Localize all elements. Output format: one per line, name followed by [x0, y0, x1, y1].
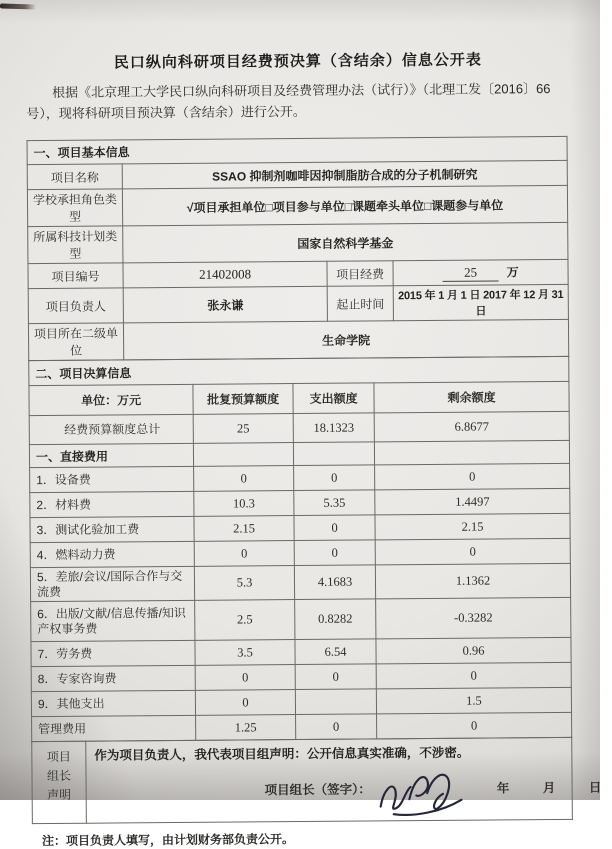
- column-header-budget: 批复预算额度: [193, 384, 293, 415]
- remain-cell: 0.96: [376, 637, 571, 664]
- role-type-value: √项目承担单位□项目参与单位□课题牵头单位□课题参与单位: [122, 185, 567, 225]
- row-label: 1．设备费: [30, 466, 194, 492]
- remain-cell: 0: [376, 662, 571, 689]
- project-name-value: SSAO 抑制剂咖啡因抑制脂肪合成的分子机制研究: [122, 160, 567, 188]
- row-label: 3．测试化验加工费: [30, 516, 194, 542]
- row-label: 经费预算额度总计: [29, 414, 193, 444]
- column-header-spent: 支出额度: [293, 383, 374, 414]
- table-row: [28, 319, 568, 360]
- signature-label: 项目组长（签字）：: [264, 782, 371, 798]
- remain-cell: [374, 440, 569, 465]
- footnote: 注：项目负责人填写，由计划财务部负责公开。: [41, 832, 295, 849]
- funds-unit: 万: [506, 265, 519, 280]
- project-funds-value: [393, 259, 568, 285]
- department-label: 项目所在二级单位: [28, 323, 123, 361]
- budget-table: [28, 356, 572, 742]
- basic-info-table: [27, 136, 570, 361]
- spent-cell: [293, 442, 374, 466]
- plan-type-label: 所属科技计划类型: [28, 226, 123, 264]
- role-type-label: 学校承担角色类型: [27, 189, 122, 227]
- period-value: 2015 年 1 月 1 日 2017 年 12 月 31 日: [393, 284, 568, 320]
- budget-cell: 0: [194, 466, 294, 492]
- remain-cell: 1.5: [376, 687, 571, 714]
- row-label: 2．材料费: [30, 491, 194, 517]
- remain-cell: 1.4497: [375, 488, 570, 515]
- row-label: 5．差旅/会议/国际合作与交流费: [30, 566, 194, 601]
- spent-cell: 5.35: [294, 490, 375, 516]
- row-label: 4．燃料动力费: [30, 541, 194, 567]
- remain-cell: 0: [375, 463, 570, 490]
- table-row: [30, 563, 570, 601]
- form-sheet: [26, 48, 602, 849]
- intro-line: 号），现将科研项目预决算（含结余）进行公开。: [26, 103, 306, 122]
- remain-cell: 0: [375, 538, 570, 565]
- budget-header-row: [29, 381, 569, 415]
- declaration-label: [32, 741, 87, 823]
- project-number-value: 21402008: [123, 261, 327, 288]
- page-title: 民口纵向科研项目经费预决算（含结余）信息公开表: [113, 51, 482, 72]
- budget-cell: 2.5: [195, 600, 295, 641]
- budget-cell: 5.3: [194, 566, 294, 601]
- row-label: 6．出版/文献/信息传播/知识产权事务费: [31, 600, 195, 641]
- table-row: [32, 737, 573, 823]
- row-label: 9．其他支出: [31, 690, 195, 716]
- plan-type-value: 国家自然科学基金: [123, 222, 568, 262]
- row-label: 管理费用: [32, 715, 196, 741]
- spent-cell: [295, 689, 376, 715]
- spent-cell: 0: [296, 714, 377, 740]
- table-row: [28, 284, 568, 323]
- budget-cell: 0: [194, 541, 294, 567]
- remain-cell: 0: [377, 712, 572, 739]
- funds-amount: 25: [443, 264, 499, 281]
- spent-cell: 18.1323: [293, 413, 374, 443]
- section-1-title: 一、项目基本信息: [27, 136, 567, 164]
- spent-cell: 0.8282: [295, 599, 376, 640]
- day-label: 日: [588, 780, 602, 795]
- project-funds-label: 项目经费: [327, 261, 393, 287]
- declaration-statement: 作为项目负责人，我代表项目组声明：公开信息真实准确，不涉密。: [94, 745, 470, 763]
- column-header-remain: 剩余额度: [374, 381, 569, 413]
- table-row: [29, 411, 569, 444]
- budget-cell: 0: [195, 665, 295, 691]
- budget-cell: 3.5: [195, 640, 295, 666]
- spent-cell: 0: [295, 664, 376, 690]
- spent-cell: 0: [294, 540, 375, 566]
- row-label: 7．劳务费: [31, 640, 195, 666]
- remain-cell: 6.8677: [374, 411, 569, 442]
- project-leader-value: 张永谦: [123, 286, 327, 323]
- year-label: 年: [496, 781, 510, 796]
- declaration-table: [31, 737, 602, 824]
- signature-row: [86, 770, 602, 808]
- project-name-label: 项目名称: [27, 164, 122, 190]
- declaration-body: [86, 737, 602, 823]
- budget-cell: 2.15: [194, 516, 294, 542]
- spent-cell: 6.54: [295, 639, 376, 665]
- handwritten-signature-icon: [375, 769, 467, 818]
- budget-cell: 25: [193, 414, 293, 444]
- section-2-title: 二、项目决算信息: [29, 356, 569, 385]
- budget-cell: 10.3: [194, 491, 294, 517]
- remain-cell: -0.3282: [376, 597, 571, 639]
- row-label: 8．专家咨询费: [31, 665, 195, 691]
- month-label: 月: [542, 781, 556, 796]
- project-number-label: 项目编号: [28, 263, 123, 289]
- spent-cell: 0: [294, 515, 375, 541]
- date-blank: [467, 778, 612, 797]
- table-row: [27, 185, 567, 226]
- department-value: 生命学院: [123, 319, 568, 359]
- declaration-label-line: 声明: [47, 787, 72, 803]
- declaration-label-line: 组长: [46, 768, 72, 784]
- column-header-unit: 单位：万元: [29, 384, 193, 415]
- pen-mark-icon: [0, 3, 36, 9]
- spent-cell: 4.1683: [294, 565, 375, 600]
- remain-cell: 1.1362: [375, 563, 570, 599]
- spent-cell: 0: [294, 465, 375, 491]
- remain-cell: 2.15: [375, 513, 570, 540]
- intro-line: 根据《北京理工大学民口纵向科研项目及经费管理办法（试行）》（北理工发〔2016〕66: [52, 81, 551, 100]
- table-row: [28, 222, 568, 263]
- project-leader-label: 项目负责人: [28, 288, 123, 324]
- declaration-label-line: 项目: [46, 749, 71, 765]
- budget-cell: 1.25: [196, 715, 296, 741]
- period-label: 起止时间: [327, 286, 393, 322]
- budget-cell: 0: [195, 690, 295, 716]
- row-label: 一、直接费用: [29, 443, 193, 467]
- table-row: [31, 597, 571, 641]
- budget-cell: [193, 443, 293, 467]
